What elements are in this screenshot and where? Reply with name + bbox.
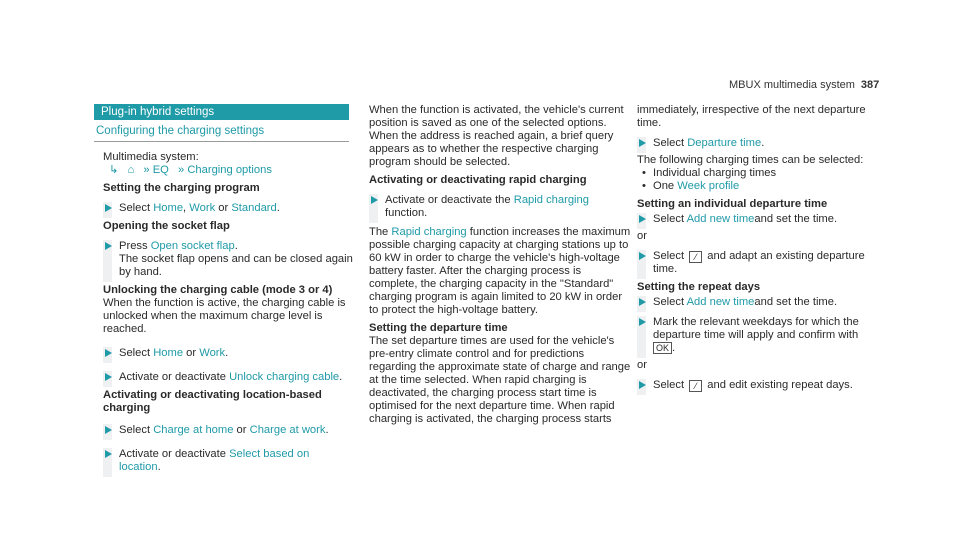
step-arrow-icon — [105, 349, 112, 357]
heading-unlock-cable: Unlocking the charging cable (mode 3 or 4) — [103, 284, 333, 296]
option-home[interactable]: Home — [153, 202, 184, 214]
option-select-based-on-location[interactable]: Select based on location — [119, 448, 310, 473]
step-arrow-icon — [105, 426, 112, 434]
step: Select ⁄ and edit existing repeat days. — [637, 379, 887, 392]
paragraph: immediately, irrespective of the next departure time. — [637, 104, 866, 129]
heading-rapid-charging: Activating or deactivating rapid charging — [369, 174, 587, 186]
or-text: or — [637, 359, 647, 371]
step-arrow-icon — [639, 381, 646, 389]
list-item: • Individual charging times — [637, 167, 887, 180]
heading-departure-time: Setting the departure time — [369, 322, 508, 334]
heading-charging-program: Setting the charging program — [103, 182, 260, 194]
step: Select Charge at home or Charge at work. — [103, 424, 353, 437]
column-1 — [103, 151, 353, 474]
paragraph: When the function is activated, the vehicle's current position is saved as one of the selected options. When the address is reached again, a brief query appears as to whether the respective charging program should be selected. — [369, 104, 624, 168]
home-icon: ⌂ — [127, 164, 135, 176]
step: Select Add new timeand set the time. — [637, 213, 887, 226]
option-home[interactable]: Home — [153, 347, 184, 359]
step-arrow-icon — [105, 204, 112, 212]
option-open-socket-flap[interactable]: Open socket flap — [150, 240, 235, 252]
header-title: MBUX multimedia system — [729, 79, 855, 91]
option-work[interactable]: Work — [189, 202, 216, 214]
heading-socket-flap: Opening the socket flap — [103, 220, 230, 232]
heading-location-charging: Activating or deactivating location-based charging — [103, 389, 322, 414]
step-arrow-icon — [639, 215, 646, 223]
step-arrow-icon — [105, 242, 112, 250]
list-item: • One Week profile — [637, 180, 887, 193]
path-eq[interactable]: EQ — [152, 164, 169, 176]
step: Select Home or Work. — [103, 347, 353, 360]
step: Activate or deactivate the Rapid charging function. — [369, 194, 631, 220]
step: Mark the relevant weekdays for which the departure time will apply and confirm with OK . — [637, 316, 887, 355]
step: Select Departure time. — [637, 137, 887, 150]
heading-individual-time: Setting an individual departure time — [637, 198, 828, 210]
page-header — [729, 79, 879, 92]
paragraph: The following charging times can be selected: — [637, 154, 864, 166]
option-standard[interactable]: Standard — [231, 202, 277, 214]
step-arrow-icon — [105, 450, 112, 458]
option-add-new-time[interactable]: Add new time — [686, 213, 755, 225]
option-add-new-time[interactable]: Add new time — [686, 296, 755, 308]
section-subtitle: Configuring the charging settings — [94, 125, 349, 142]
or-text: or — [637, 230, 647, 242]
heading-repeat-days: Setting the repeat days — [637, 281, 761, 293]
option-week-profile[interactable]: Week profile — [677, 180, 740, 192]
section-banner: Plug-in hybrid settings — [94, 104, 349, 120]
step: Activate or deactivate Unlock charging cable. — [103, 371, 353, 384]
option-work[interactable]: Work — [199, 347, 226, 359]
edit-pencil-icon[interactable]: ⁄ — [689, 251, 702, 263]
menu-path — [103, 164, 353, 177]
step: Select Home, Work or Standard. — [103, 202, 353, 215]
step-arrow-icon — [639, 298, 646, 306]
column-2 — [369, 104, 631, 426]
ok-button[interactable]: OK — [653, 342, 672, 354]
step-arrow-icon — [371, 196, 378, 204]
paragraph: The Rapid charging function increases the maximum possible charging capacity at charging stations up to 60 kW in order to charge the vehicle's high-voltage battery faster. After the charging process is complete, the charging capacity in the "Standard" charging program is again limited to 20 kW in order to protect the high-voltage battery. — [369, 226, 631, 316]
step-arrow-icon — [105, 373, 112, 381]
path-charging-options[interactable]: Charging options — [187, 164, 272, 176]
step: Activate or deactivate Select based on location. — [103, 448, 353, 474]
paragraph: The set departure times are used for the vehicle's pre-entry climate control and for predictions regarding the approximate state of charge and range at the time selected. When rapid charging is deactivated, the charging process start time is optimised for the next departure time. When rapid charging is activated, the charging process starts — [369, 335, 631, 425]
step-arrow-icon — [639, 318, 646, 326]
option-unlock-charging-cable[interactable]: Unlock charging cable — [229, 371, 340, 383]
column-3 — [637, 104, 887, 392]
step-arrow-icon — [639, 139, 646, 147]
page-number: 387 — [860, 79, 880, 91]
intro: Multimedia system: — [103, 151, 199, 163]
chevron-icon: » — [177, 164, 185, 176]
option-charge-at-work[interactable]: Charge at work — [249, 424, 326, 436]
step: Select Add new timeand set the time. — [637, 296, 887, 309]
option-rapid-charging[interactable]: Rapid charging — [513, 194, 589, 206]
option-departure-time[interactable]: Departure time — [687, 137, 762, 149]
path-arrow-icon: ↳ — [109, 164, 119, 176]
unlock-text: When the function is active, the charging cable is unlocked when the maximum charge level is reached. — [103, 297, 346, 335]
chevron-icon: » — [143, 164, 150, 176]
step-arrow-icon — [639, 252, 646, 260]
step: Select ⁄ and adapt an existing departure time. — [637, 250, 887, 276]
edit-pencil-icon[interactable]: ⁄ — [689, 380, 702, 392]
option-charge-at-home[interactable]: Charge at home — [153, 424, 234, 436]
step: Press Open socket flap. The socket flap opens and can be closed again by hand. — [103, 240, 353, 279]
